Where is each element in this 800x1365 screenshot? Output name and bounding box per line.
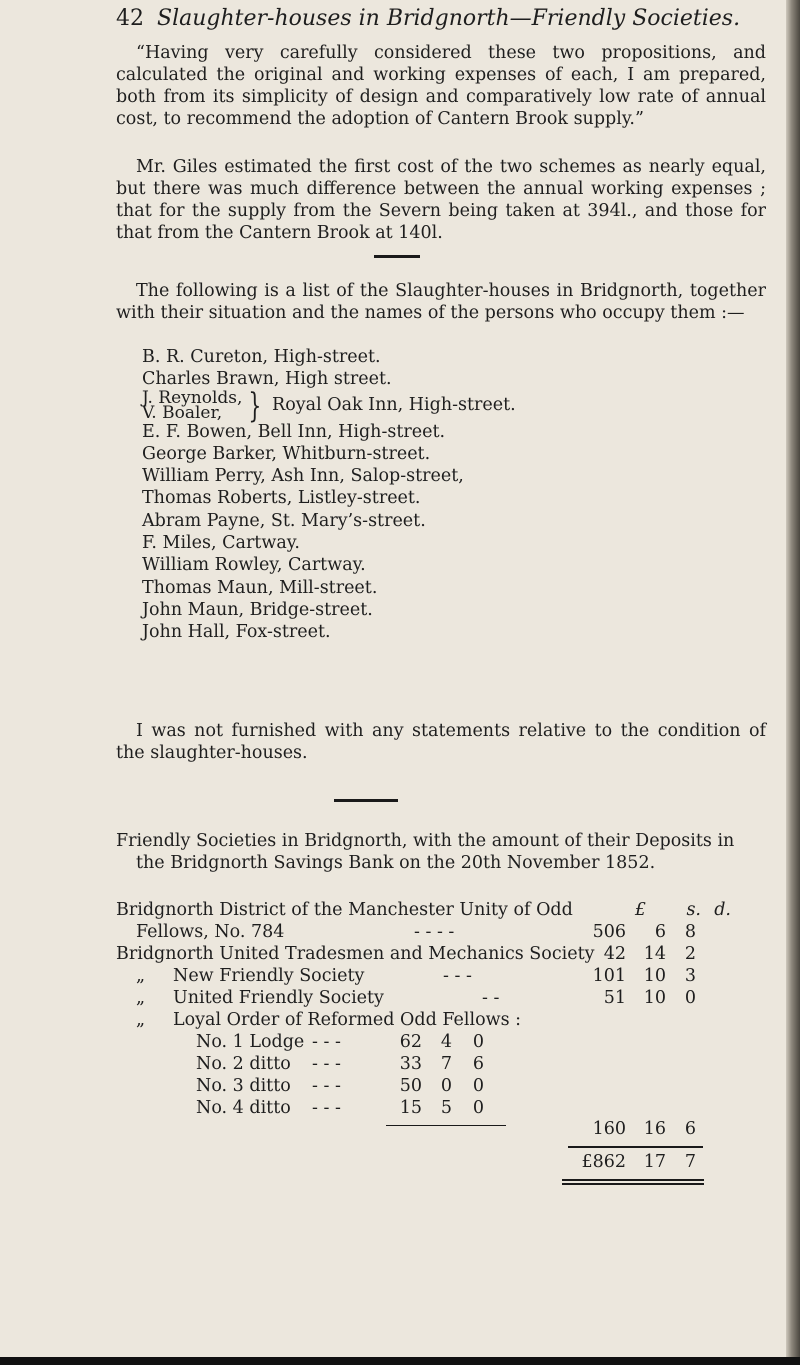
amount-pence: 0 [684, 988, 696, 1008]
subtotal-rule [386, 1125, 506, 1126]
grand-total-shillings: 17 [643, 1152, 666, 1172]
subtotal-shillings: 16 [643, 1119, 666, 1139]
list-item: E. F. Bowen, Bell Inn, High-street. [142, 421, 446, 442]
braced-names [142, 387, 243, 423]
shillings-header: s. [686, 900, 701, 920]
amount-shillings: 6 [654, 922, 666, 942]
lodge-pounds: 62 [399, 1032, 422, 1052]
brace-glyph: } [248, 385, 262, 426]
lodge-name: No. 3 ditto [196, 1076, 291, 1096]
pounds-header: £ [634, 900, 646, 920]
page-number: 42 [116, 6, 144, 31]
subtotal-pounds: 160 [592, 1119, 626, 1139]
lodge-pence: 6 [472, 1054, 484, 1074]
amount-pence: 8 [684, 922, 696, 942]
braced-list-item [142, 385, 516, 426]
list-item: George Barker, Whitburn-street. [142, 443, 431, 464]
running-head-title: Slaughter-houses in Bridgnorth—Friendly Societies. [157, 6, 741, 31]
lodge-shillings: 7 [440, 1054, 452, 1074]
amount-pounds: 51 [603, 988, 626, 1008]
list-item: Thomas Roberts, Listley-street. [142, 488, 421, 509]
running-head [116, 6, 766, 31]
giles-paragraph: Mr. Giles estimated the first cost of the two schemes as nearly equal, but there was much difference between the annual working expenses ; that for the supply from the Severn being taken at 394l., and those for that from the Cantern Brook at 140l. [116, 157, 766, 243]
lodge-shillings: 5 [440, 1098, 452, 1118]
manchester-line-1: Bridgnorth District of the Manchester Unity of Odd [116, 900, 573, 920]
slaughter-intro-paragraph: The following is a list of the Slaughter-houses in Bridgnorth, together with their situation and the names of the persons who occupy them :— [116, 281, 766, 323]
braced-name: V. Boaler, [142, 402, 223, 423]
not-furnished-paragraph: I was not furnished with any statements relative to the condition of the slaughter-houses. [116, 721, 766, 763]
amount-shillings: 10 [643, 988, 666, 1008]
list-item: William Perry, Ash Inn, Salop-street, [142, 466, 464, 487]
grand-total-pence: 7 [684, 1152, 696, 1172]
lodge-shillings: 0 [440, 1076, 452, 1096]
slaughter-house-list [142, 346, 516, 644]
societies-intro-paragraph: Friendly Societies in Bridgnorth, with the amount of their Deposits in the Bridgnorth Savings Bank on the 20th November 1852. [116, 831, 735, 873]
lodge-name: No. 2 ditto [196, 1054, 291, 1074]
list-item: John Hall, Fox-street. [142, 622, 331, 643]
dash-leader: - - [482, 988, 500, 1008]
ditto-mark: „ [136, 966, 146, 986]
loyal-order-heading: Loyal Order of Reformed Odd Fellows : [173, 1010, 522, 1030]
manchester-line-2: Fellows, No. 784 [136, 922, 285, 942]
list-item: B. R. Cureton, High-street. [142, 347, 381, 367]
new-friendly-society: New Friendly Society [173, 966, 365, 986]
amount-pounds: 42 [603, 944, 626, 964]
ditto-mark: „ [136, 1010, 146, 1030]
pence-header: d. [714, 900, 731, 920]
double-rule-top [562, 1179, 704, 1181]
lodge-name: No. 4 ditto [196, 1098, 291, 1118]
amount-shillings: 14 [643, 944, 666, 964]
section-rule-2 [334, 799, 398, 802]
amount-pence: 3 [684, 966, 696, 986]
amount-shillings: 10 [643, 966, 666, 986]
lodge-shillings: 4 [440, 1032, 452, 1052]
page-edge-shadow [786, 0, 800, 1365]
tradesmen-society: Bridgnorth United Tradesmen and Mechanics Society [116, 944, 595, 964]
grand-total-pounds: £862 [581, 1152, 626, 1172]
ditto-mark: „ [136, 988, 146, 1008]
dash-leader: - - - [312, 1032, 341, 1052]
list-item: William Rowley, Cartway. [142, 555, 366, 576]
dash-leader: - - - [312, 1098, 341, 1118]
lodge-pounds: 50 [399, 1076, 422, 1096]
lodge-pounds: 15 [399, 1098, 422, 1118]
braced-place: Royal Oak Inn, High-street. [272, 395, 516, 416]
double-rule-bottom [562, 1183, 704, 1185]
amount-pence: 2 [684, 944, 696, 964]
lodge-pence: 0 [472, 1032, 484, 1052]
section-rule-1 [374, 255, 420, 258]
lodge-pence: 0 [472, 1098, 484, 1118]
subtotal-pence: 6 [684, 1119, 696, 1139]
dash-leader: - - - [443, 966, 472, 986]
lodge-pence: 0 [472, 1076, 484, 1096]
braced-name: J. Reynolds, [142, 387, 243, 408]
list-item: F. Miles, Cartway. [142, 533, 300, 554]
dash-leader: - - - [312, 1076, 341, 1096]
societies-table [116, 899, 766, 1299]
lodge-pounds: 33 [399, 1054, 422, 1074]
list-item: Thomas Maun, Mill-street. [142, 577, 378, 598]
amount-pounds: 101 [592, 966, 626, 986]
dash-leader: - - - - [414, 922, 455, 942]
united-friendly-society: United Friendly Society [173, 988, 384, 1008]
quote-paragraph: “Having very carefully considered these two propositions, and calculated the original and working expenses of each, I am prepared, both from its simplicity of design and comparatively low rate of annual cost, to recommend the adoption of Cantern Brook supply.” [116, 43, 766, 129]
lodge-name: No. 1 Lodge [196, 1032, 305, 1052]
total-rule [568, 1146, 703, 1148]
dash-leader: - - - [312, 1054, 341, 1074]
page-bottom-edge [0, 1357, 800, 1365]
list-item: Abram Payne, St. Mary’s-street. [142, 510, 426, 531]
list-item: John Maun, Bridge-street. [142, 599, 373, 620]
amount-pounds: 506 [592, 922, 626, 942]
list-item: Charles Brawn, High street. [142, 369, 392, 390]
